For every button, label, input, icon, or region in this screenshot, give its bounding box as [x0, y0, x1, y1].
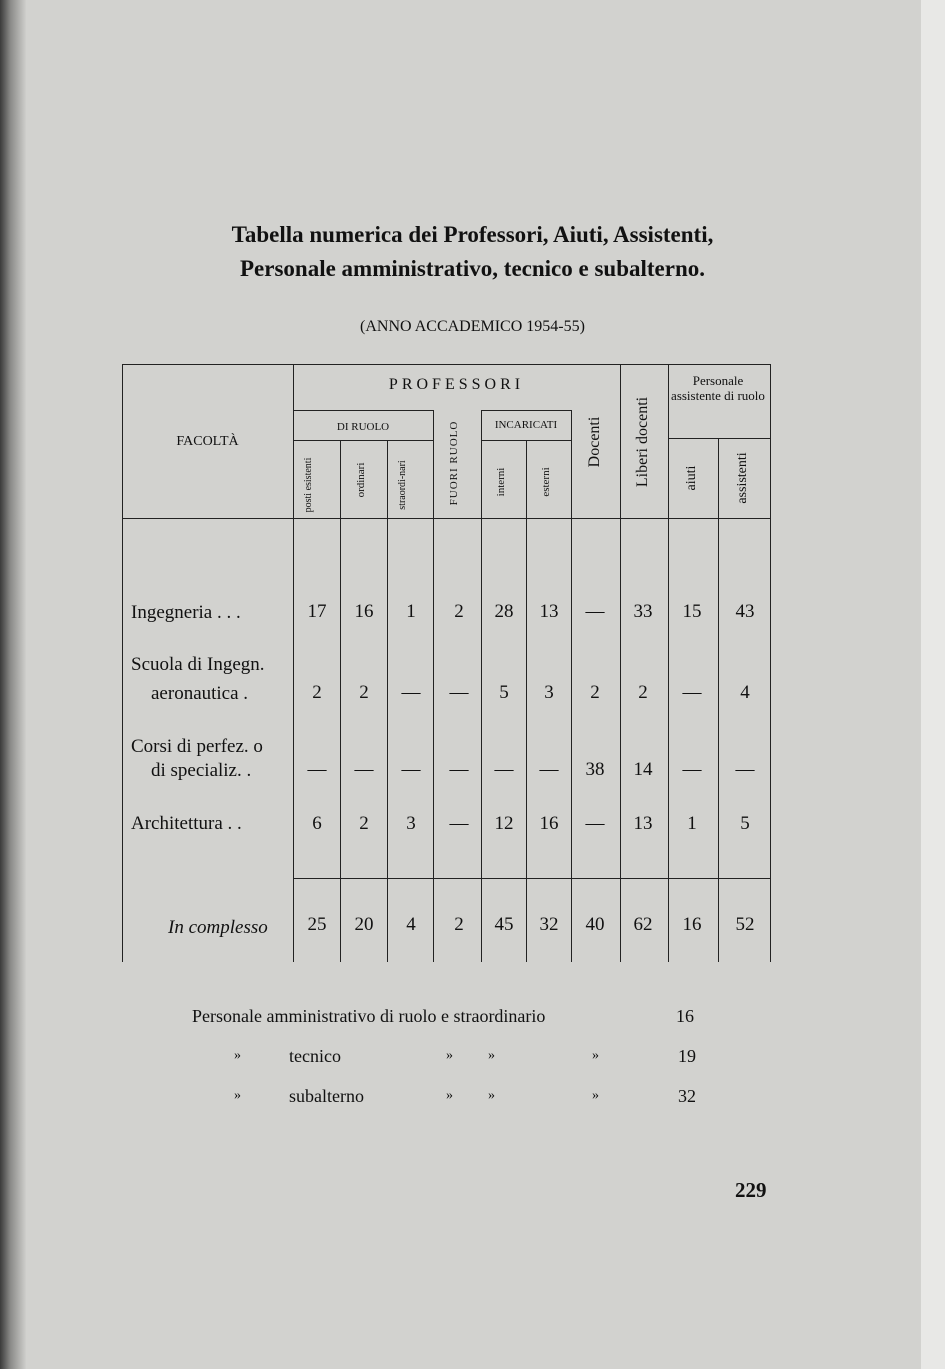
- table-cell: 13: [539, 601, 559, 622]
- table-cell: —: [682, 759, 702, 780]
- table-cell: —: [735, 759, 755, 780]
- table-top-border: [122, 364, 770, 365]
- table-cell: 14: [633, 759, 653, 780]
- total-cell: 25: [307, 914, 327, 935]
- header-docenti: Docenti: [586, 416, 603, 468]
- total-cell: 20: [354, 914, 374, 935]
- total-cell: 16: [682, 914, 702, 935]
- total-cell: 32: [539, 914, 559, 935]
- table-cell: 2: [359, 682, 369, 703]
- table-cell: 15: [682, 601, 702, 622]
- subtitle: (ANNO ACCADEMICO 1954-55): [360, 318, 585, 335]
- header-interni: interni: [495, 467, 507, 497]
- col-border-8: [620, 364, 621, 962]
- table-cell: 2: [454, 601, 464, 622]
- header-incaricati: INCARICATI: [494, 419, 558, 431]
- table-cell: 3: [544, 682, 554, 703]
- col-border-1: [293, 364, 294, 962]
- table-cell: —: [449, 813, 469, 834]
- footer-line2-ditto-3: »: [488, 1048, 495, 1063]
- table-cell: —: [354, 759, 374, 780]
- table-cell: 43: [735, 601, 755, 622]
- table-cell: —: [539, 759, 559, 780]
- total-cell: 52: [735, 914, 755, 935]
- total-cell: 45: [494, 914, 514, 935]
- header-di-ruolo: DI RUOLO: [336, 421, 390, 433]
- row-label-architettura: Architettura . .: [131, 813, 242, 834]
- table-cell: 2: [590, 682, 600, 703]
- di-ruolo-underline-top: [293, 410, 433, 411]
- table-cell: 3: [406, 813, 416, 834]
- total-cell: 40: [585, 914, 605, 935]
- header-assistenti: assistenti: [735, 452, 750, 504]
- col-border-10: [718, 438, 719, 962]
- col-border-3: [387, 440, 388, 962]
- col-border-7: [571, 410, 572, 962]
- header-liberi-docenti: Liberi docenti: [634, 396, 651, 488]
- footer-line2-ditto-1: »: [234, 1048, 241, 1063]
- table-cell: 2: [359, 813, 369, 834]
- table-cell: —: [494, 759, 514, 780]
- table-cell: 33: [633, 601, 653, 622]
- table-cell: —: [401, 759, 421, 780]
- table-cell: 16: [354, 601, 374, 622]
- table-cell: 1: [406, 601, 416, 622]
- table-cell: 17: [307, 601, 327, 622]
- footer-line2-ditto-4: »: [592, 1048, 599, 1063]
- incaricati-underline-top: [481, 410, 571, 411]
- row-label-corsi-line1: Corsi di perfez. o: [131, 736, 263, 757]
- header-facolta: FACOLTÀ: [176, 434, 239, 449]
- header-personale-assistente: Personale assistente di ruolo: [671, 373, 765, 403]
- footer-line3-ditto-4: »: [592, 1088, 599, 1103]
- table-cell: 4: [740, 682, 750, 703]
- col-border-4: [433, 410, 434, 962]
- page-number: 229: [735, 1178, 767, 1202]
- header-esterni: esterni: [540, 467, 552, 497]
- table-cell: —: [449, 759, 469, 780]
- footer-line2-label: tecnico: [289, 1046, 341, 1066]
- total-separator: [293, 878, 770, 879]
- table-cell: —: [307, 759, 327, 780]
- table-cell: 6: [312, 813, 322, 834]
- footer-line1-value: 16: [676, 1006, 694, 1026]
- table-cell: 28: [494, 601, 514, 622]
- page-binding-shadow: [0, 0, 26, 1369]
- footer-line2-ditto-2: »: [446, 1048, 453, 1063]
- row-label-total: In complesso: [168, 917, 268, 938]
- col-border-9: [668, 364, 669, 962]
- table-cell: 5: [740, 813, 750, 834]
- col-border-0: [122, 364, 123, 962]
- personale-underline: [668, 438, 770, 439]
- page-right-margin: [921, 0, 945, 1369]
- table-cell: 16: [539, 813, 559, 834]
- header-posti-esistenti: posti esistenti: [303, 457, 314, 513]
- table-cell: 5: [499, 682, 509, 703]
- row-label-corsi-line2: di specializ. .: [151, 760, 252, 781]
- table-cell: 12: [494, 813, 514, 834]
- header-professori: PROFESSORI: [388, 376, 525, 393]
- table-cell: 13: [633, 813, 653, 834]
- table-cell: —: [585, 813, 605, 834]
- footer-line2-value: 19: [678, 1046, 696, 1066]
- row-label-scuola-line1: Scuola di Ingegn.: [131, 654, 265, 675]
- header-fuori-ruolo: FUORI RUOLO: [448, 420, 460, 506]
- col-border-11: [770, 364, 771, 962]
- footer-line3-ditto-1: »: [234, 1088, 241, 1103]
- title-line-1: Tabella numerica dei Professori, Aiuti, Assistenti,: [231, 222, 714, 247]
- footer-line3-label: subalterno: [289, 1086, 364, 1106]
- row-label-scuola-line2: aeronautica .: [151, 683, 249, 704]
- header-aiuti: aiuti: [684, 465, 699, 491]
- table-cell: —: [449, 682, 469, 703]
- table-cell: 2: [312, 682, 322, 703]
- table-cell: —: [682, 682, 702, 703]
- footer-line3-value: 32: [678, 1086, 696, 1106]
- footer-line1-label: Personale amministrativo di ruolo e straordinario: [192, 1006, 546, 1026]
- footer-line3-ditto-3: »: [488, 1088, 495, 1103]
- total-cell: 2: [454, 914, 464, 935]
- total-cell: 62: [633, 914, 653, 935]
- table-cell: —: [585, 601, 605, 622]
- header-bottom-border: [122, 518, 770, 519]
- table-cell: 1: [687, 813, 697, 834]
- footer-line3-ditto-2: »: [446, 1088, 453, 1103]
- header-straordinari: straordi-nari: [397, 460, 408, 510]
- table-cell: —: [401, 682, 421, 703]
- total-cell: 4: [406, 914, 416, 935]
- header-ordinari: ordinari: [355, 462, 367, 498]
- row-label-ingegneria: Ingegneria . . .: [131, 602, 241, 623]
- col-border-2: [340, 440, 341, 962]
- table-cell: 2: [638, 682, 648, 703]
- title-line-2: Personale amministrativo, tecnico e subalterno.: [239, 256, 706, 281]
- table-cell: 38: [585, 759, 605, 780]
